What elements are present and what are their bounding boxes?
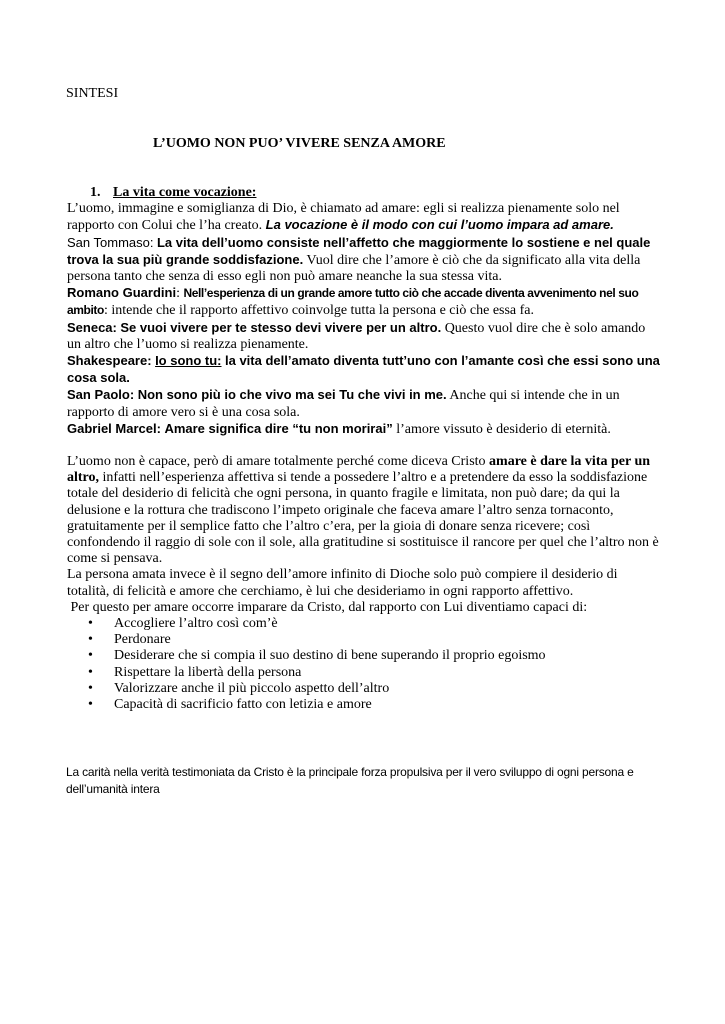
bullet-icon: •: [88, 616, 93, 632]
list-item-text: Accogliere l’altro così com’è: [114, 616, 278, 632]
quote-romano-guardini: Romano Guardini: Nell’esperienza di un grande amore tutto ciò che accade diventa avvenimento nel suo ambito: intende che il rapporto affettivo coinvolge tutta la persona e ciò che essa fa.: [67, 285, 639, 319]
quote-text: Amare significa dire “tu non morirai”: [164, 420, 393, 436]
bullet-icon: •: [88, 680, 93, 696]
section-number: 1.: [90, 185, 101, 200]
document-body: [67, 185, 662, 713]
quote-comment: l’amore vissuto è desiderio di eternità.: [396, 421, 611, 437]
document-title: L’UOMO NON PUO’ VIVERE SENZA AMORE: [153, 136, 446, 151]
list-item: [88, 648, 662, 664]
quote-comment: Questo vuol dire che è solo amando un altro che l’uomo si realizza pienamente.: [67, 320, 646, 352]
list-item: [88, 616, 662, 632]
quote-text-underlined: Io sono tu:: [155, 353, 222, 369]
quote-comment: Anche qui si intende che in un rapporto di amore vero si è una cosa sola.: [67, 388, 620, 420]
quote-author: Gabriel Marcel:: [67, 420, 161, 436]
list-item-text: Perdonare: [114, 632, 171, 648]
closing-statement: La carità nella verità testimoniata da Cristo è la principale forza propulsiva per il vero sviluppo di ogni persona e dell’umanità intera: [66, 765, 634, 796]
quote-gabriel-marcel: [67, 421, 662, 438]
quote-author: San Tommaso:: [67, 234, 154, 250]
bullet-icon: •: [88, 697, 93, 713]
quote-comment: Vuol dire che l’amore è ciò che da significato alla vita della persona tanto che senza di esso egli non può amare neanche la sua stessa vita.: [67, 252, 641, 285]
quote-text: Nell’esperienza di un grande amore tutto ciò che accade diventa avvenimento nel suo ambito: [67, 286, 639, 318]
quote-author: Shakespeare:: [67, 353, 152, 369]
paragraph-learn-from-christ: Per questo per amare occorre imparare da Cristo, dal rapporto con Lui diventiamo capaci di:: [67, 599, 588, 615]
document-label: SINTESI: [66, 86, 119, 101]
list-item: [88, 665, 662, 681]
list-item-text: Valorizzare anche il più piccolo aspetto dell’altro: [114, 680, 390, 696]
quote-author: Romano Guardini: [67, 285, 177, 301]
bullet-icon: •: [88, 648, 93, 664]
intro-emphasis: La vocazione è il modo con cui l’uomo impara ad amare.: [265, 217, 614, 233]
intro-paragraph: [67, 201, 662, 234]
list-item-text: Rispettare la libertà della persona: [114, 664, 302, 680]
paragraph-bold: amare è dare la vita per un altro,: [67, 454, 651, 486]
quote-text: Se vuoi vivere per te stesso devi vivere per un altro.: [120, 319, 442, 335]
spacer: [90, 438, 662, 454]
quote-author: San Paolo:: [67, 387, 135, 403]
paragraph-beloved-person: La persona amata invece è il segno dell’amore infinito di Dioche solo può compiere il desiderio di totalità, di felicità e amore che cerchiamo, è lui che desideriamo in ogni rapporto affettivo.: [67, 567, 618, 599]
quote-text: La vita dell’uomo consiste nell’affetto che maggiormente lo sostiene e nel quale trova la sua più grande soddisfazione.: [67, 234, 651, 267]
paragraph-text: infatti nell’esperienza affettiva si tende a possedere l’altro e a pretendere da esso la soddisfazione totale del desiderio di felicità che ogni persona, in quanto fragile e limitata, non può dare; da qui la delusione e la rottura che tradiscono l’impeto originale che faceva amare l’altro senza tornaconto, gratuitamente per il semplice fatto che l’altro c’era, per la gioia di donare senza ricevere; così confondendo il raggio di sole con il sole, alla gratitudine si sostituisce il rancore per quel che l’altro non è come si pensava.: [67, 470, 659, 567]
capacity-list: [90, 616, 662, 713]
quote-author: Seneca:: [67, 319, 117, 335]
list-item: [88, 632, 662, 648]
section-title: La vita come vocazione:: [113, 185, 257, 200]
section-heading: [90, 185, 662, 201]
quote-text: Non sono più io che vivo ma sei Tu che vivi in me.: [137, 387, 447, 403]
quote-seneca: [67, 320, 662, 353]
quote-comment: : intende che il rapporto affettivo coinvolge tutta la persona e ciò che essa fa.: [103, 303, 535, 319]
paragraph-text: L’uomo non è capace, però di amare totalmente perché come diceva Cristo: [67, 454, 486, 470]
quote-san-tommaso: [67, 235, 662, 286]
quote-san-paolo: [67, 387, 662, 420]
bullet-icon: •: [88, 632, 93, 648]
list-item-text: Capacità di sacrificio fatto con letizia e amore: [114, 697, 372, 713]
bullet-icon: •: [88, 664, 93, 680]
quote-text: la vita dell’amato diventa tutt’uno con l’amante così che essi sono una cosa sola.: [67, 353, 660, 386]
intro-text: L’uomo, immagine e somiglianza di Dio, è chiamato ad amare: egli si realizza pienamente solo nel rapporto con Colui che l’ha creato.: [67, 201, 620, 234]
list-item: [88, 697, 662, 713]
list-item-text: Desiderare che si compia il suo destino di bene superando il proprio egoismo: [114, 648, 546, 664]
list-item: [88, 681, 662, 697]
quote-shakespeare: [67, 353, 662, 387]
paragraph-love-capacity: [67, 454, 662, 567]
